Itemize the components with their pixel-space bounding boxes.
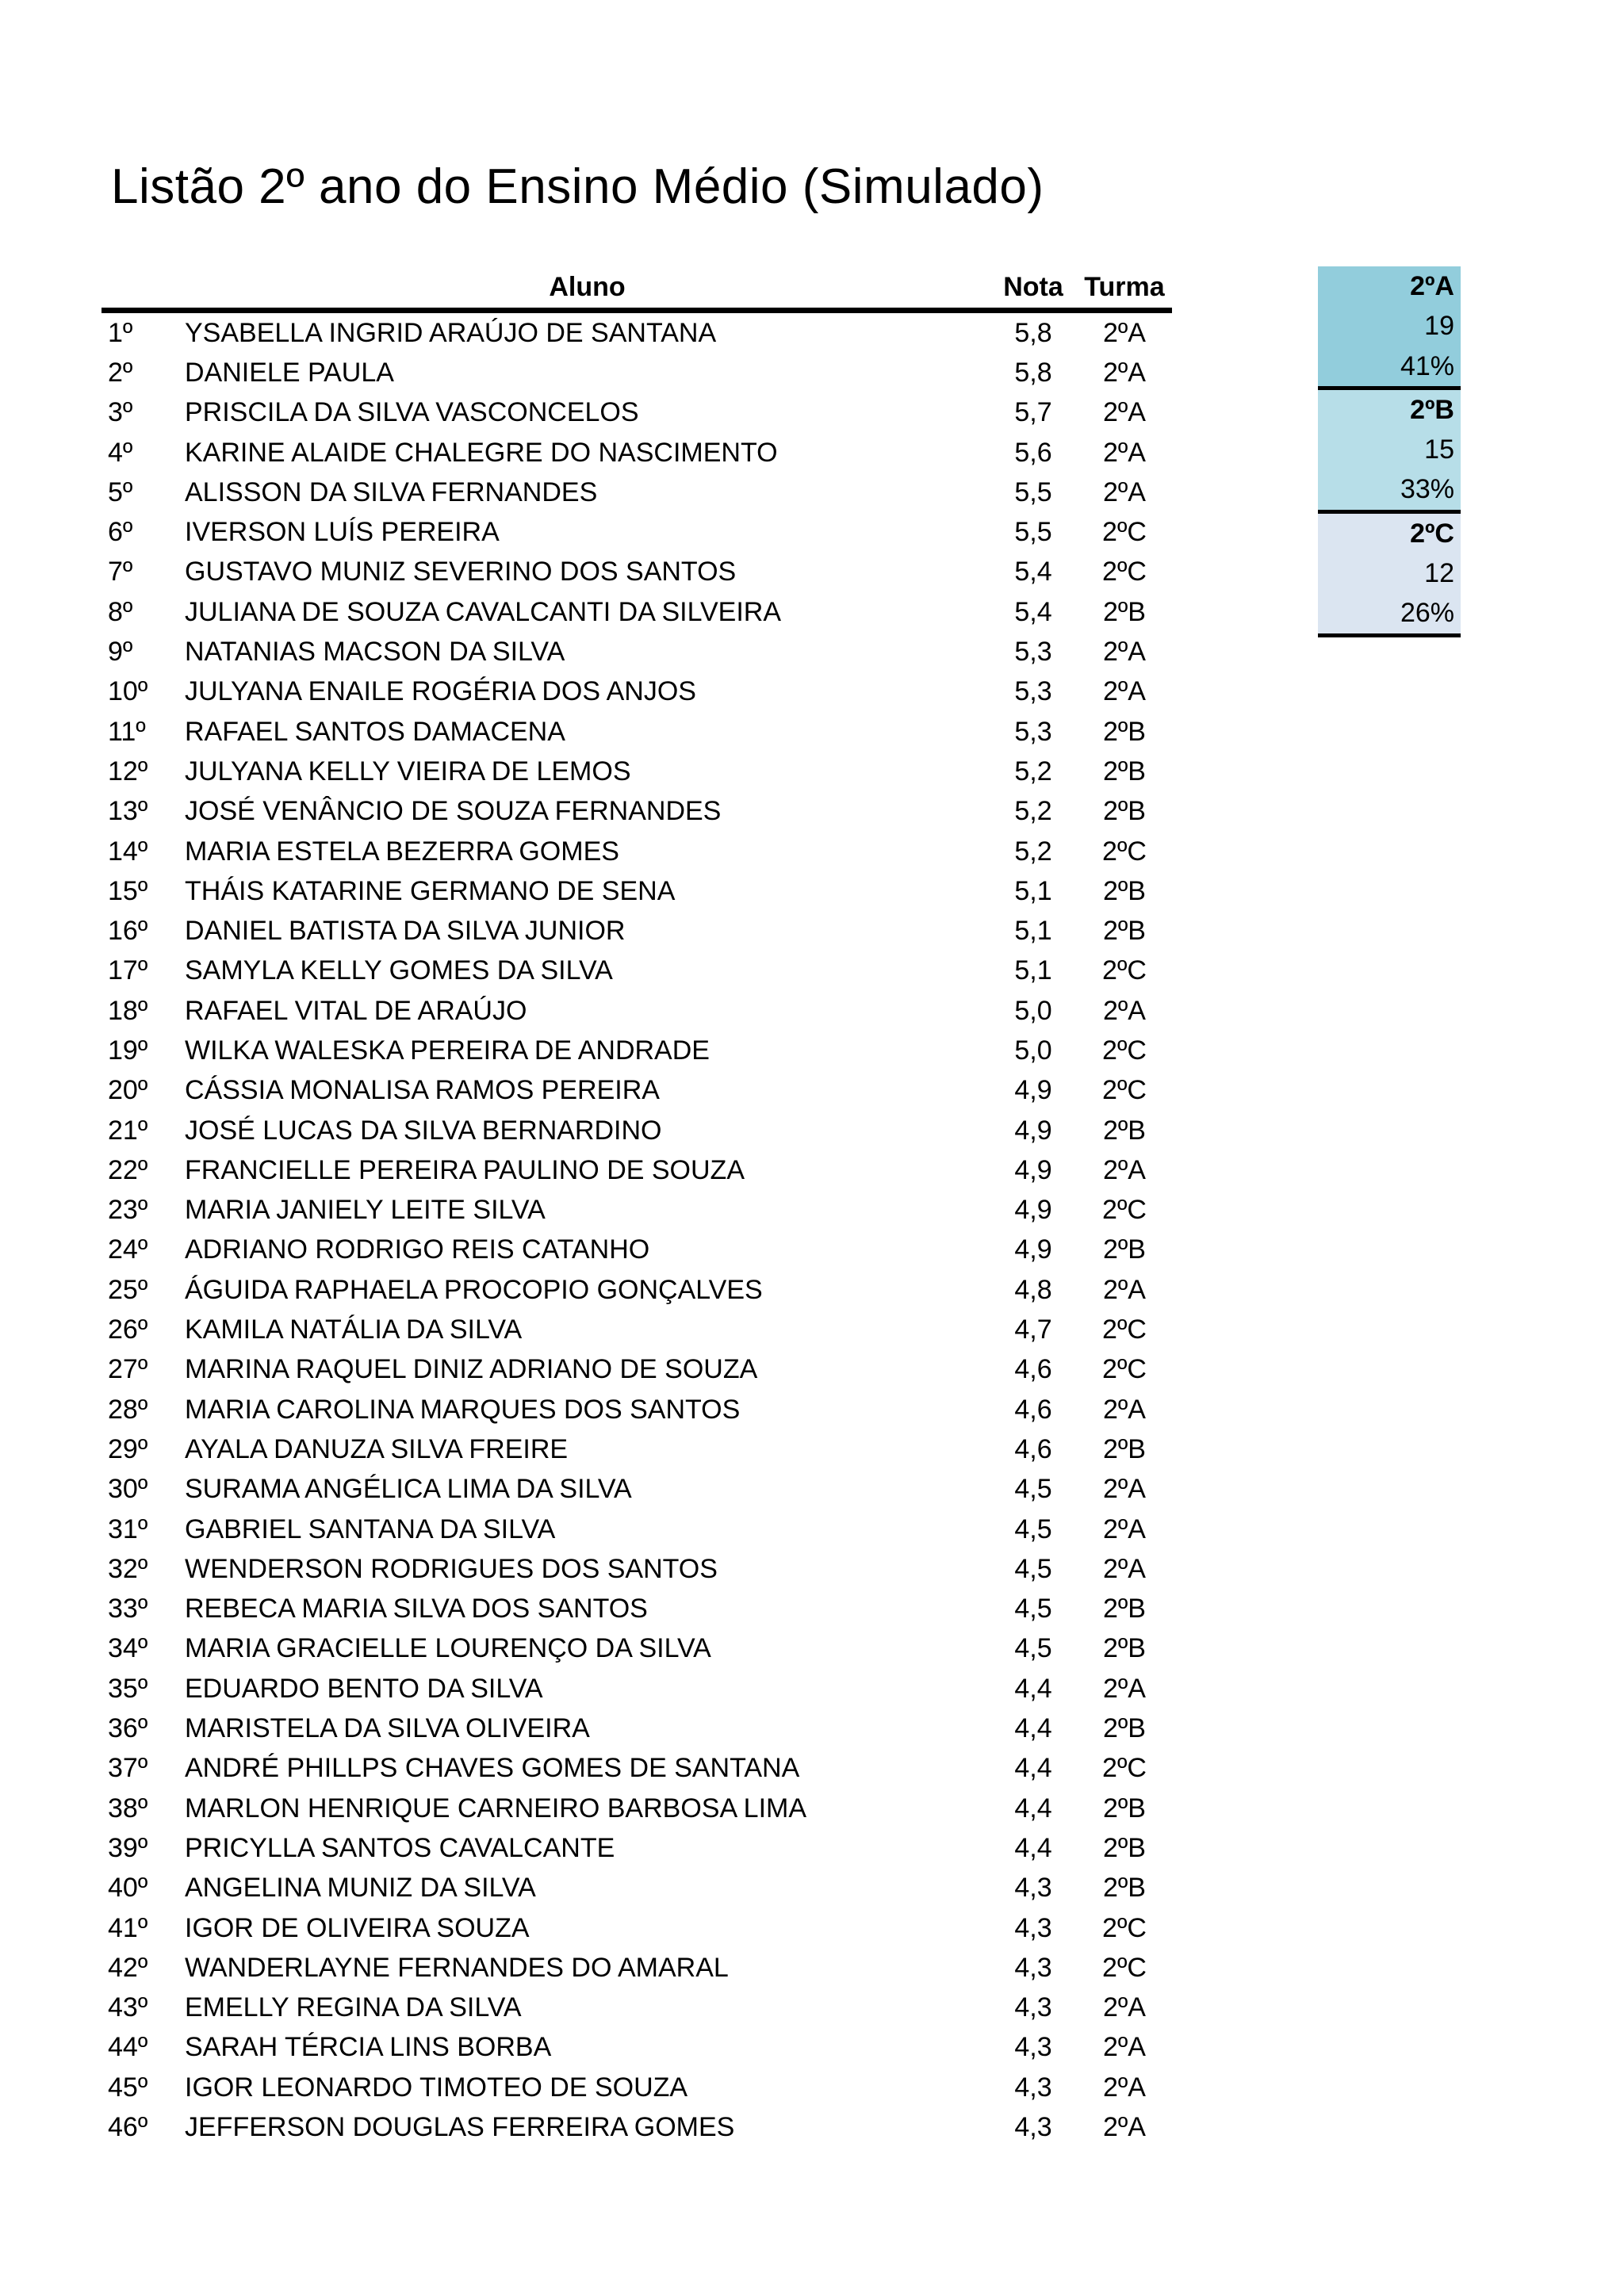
student-grade: 4,3	[1014, 1873, 1052, 1904]
row-position: 33º	[108, 1594, 148, 1624]
table-row	[102, 433, 1172, 473]
table-row	[102, 1549, 1172, 1589]
student-grade: 5,5	[1014, 476, 1052, 507]
student-name: DANIEL BATISTA DA SILVA JUNIOR	[185, 916, 626, 947]
student-name: RAFAEL SANTOS DAMACENA	[185, 716, 565, 747]
student-name: CÁSSIA MONALISA RAMOS PEREIRA	[185, 1075, 660, 1106]
student-name: GUSTAVO MUNIZ SEVERINO DOS SANTOS	[185, 557, 737, 587]
student-name: THÁIS KATARINE GERMANO DE SENA	[185, 875, 676, 906]
row-position: 4º	[108, 437, 133, 468]
student-class: 2ºA	[1102, 317, 1146, 348]
row-position: 9º	[108, 637, 133, 668]
student-grade: 4,9	[1014, 1115, 1052, 1146]
student-grade: 4,6	[1014, 1394, 1052, 1425]
student-class: 2ºA	[1102, 1474, 1146, 1505]
student-class: 2ºA	[1102, 1274, 1146, 1305]
student-grade: 5,1	[1014, 875, 1052, 906]
student-name: JEFFERSON DOUGLAS FERREIRA GOMES	[185, 2112, 735, 2142]
student-class: 2ºB	[1102, 916, 1146, 947]
table-row	[102, 752, 1172, 791]
row-position: 17º	[108, 955, 148, 986]
summary-percent: 26%	[1400, 598, 1454, 629]
student-grade: 4,5	[1014, 1474, 1052, 1505]
student-class: 2ºB	[1102, 1873, 1146, 1904]
student-class: 2ºA	[1102, 1513, 1146, 1544]
student-name: MARIA ESTELA BEZERRA GOMES	[185, 836, 619, 867]
row-position: 42º	[108, 1952, 148, 1983]
table-row	[102, 1191, 1172, 1230]
student-grade: 5,1	[1014, 916, 1052, 947]
table-row	[102, 871, 1172, 911]
student-class: 2ºC	[1102, 1753, 1147, 1784]
student-class: 2ºA	[1102, 397, 1146, 428]
student-name: IVERSON LUÍS PEREIRA	[185, 517, 500, 548]
student-grade: 4,4	[1014, 1753, 1052, 1784]
header-student: Aluno	[185, 266, 990, 311]
student-name: ÁGUIDA RAPHAELA PROCOPIO GONÇALVES	[185, 1274, 763, 1305]
student-grade: 5,8	[1014, 317, 1052, 348]
row-position: 14º	[108, 836, 148, 867]
table-row	[102, 553, 1172, 592]
student-grade: 5,4	[1014, 596, 1052, 627]
student-grade: 5,0	[1014, 1035, 1052, 1066]
table-row	[102, 1470, 1172, 1510]
table-row	[102, 1390, 1172, 1429]
row-position: 26º	[108, 1314, 148, 1345]
table-row	[102, 991, 1172, 1031]
student-class: 2ºA	[1102, 2072, 1146, 2103]
student-name: ANGELINA MUNIZ DA SILVA	[185, 1873, 536, 1904]
table-row	[102, 1350, 1172, 1390]
student-grade: 4,3	[1014, 1952, 1052, 1983]
student-grade: 4,9	[1014, 1234, 1052, 1265]
row-position: 5º	[108, 476, 133, 507]
student-grade: 4,8	[1014, 1274, 1052, 1305]
student-class: 2ºB	[1102, 1832, 1146, 1863]
row-position: 16º	[108, 916, 148, 947]
table-row	[102, 1948, 1172, 1988]
student-grade: 4,3	[1014, 2072, 1052, 2103]
row-position: 37º	[108, 1753, 148, 1784]
row-position: 18º	[108, 995, 148, 1026]
row-position: 24º	[108, 1234, 148, 1265]
student-name: AYALA DANUZA SILVA FREIRE	[185, 1433, 569, 1464]
row-position: 12º	[108, 756, 148, 786]
student-class: 2ºB	[1102, 596, 1146, 627]
student-grade: 4,3	[1014, 1992, 1052, 2023]
summary-block-2a	[1318, 266, 1461, 390]
row-position: 46º	[108, 2112, 148, 2142]
table-row	[102, 951, 1172, 991]
row-position: 27º	[108, 1354, 148, 1385]
table-header-row	[102, 266, 1172, 311]
student-class: 2ºB	[1102, 1793, 1146, 1823]
student-grade: 5,2	[1014, 836, 1052, 867]
summary-count: 12	[1424, 558, 1454, 589]
table-row	[102, 1828, 1172, 1868]
row-position: 15º	[108, 875, 148, 906]
table-row	[102, 512, 1172, 552]
student-name: FRANCIELLE PEREIRA PAULINO DE SOUZA	[185, 1154, 745, 1185]
table-row	[102, 1749, 1172, 1789]
student-name: SARAH TÉRCIA LINS BORBA	[185, 2032, 552, 2063]
student-name: MARIA GRACIELLE LOURENÇO DA SILVA	[185, 1633, 711, 1664]
student-class: 2ºA	[1102, 2112, 1146, 2142]
student-grade: 5,3	[1014, 676, 1052, 707]
table-row	[102, 353, 1172, 392]
student-name: MARINA RAQUEL DINIZ ADRIANO DE SOUZA	[185, 1354, 758, 1385]
student-name: IGOR LEONARDO TIMOTEO DE SOUZA	[185, 2072, 688, 2103]
row-position: 34º	[108, 1633, 148, 1664]
student-grade: 4,5	[1014, 1633, 1052, 1664]
student-name: ALISSON DA SILVA FERNANDES	[185, 476, 598, 507]
student-class: 2ºC	[1102, 1075, 1147, 1106]
row-position: 31º	[108, 1513, 148, 1544]
row-position: 2º	[108, 357, 133, 388]
summary-percent: 41%	[1400, 350, 1454, 381]
student-name: PRISCILA DA SILVA VASCONCELOS	[185, 397, 639, 428]
table-row	[102, 1908, 1172, 1948]
summary-block-2b	[1318, 390, 1461, 514]
table-row	[102, 792, 1172, 832]
student-name: JOSÉ VENÂNCIO DE SOUZA FERNANDES	[185, 796, 722, 827]
row-position: 43º	[108, 1992, 148, 2023]
student-grade: 4,6	[1014, 1433, 1052, 1464]
table-row	[102, 712, 1172, 752]
table-row	[102, 2068, 1172, 2107]
student-name: REBECA MARIA SILVA DOS SANTOS	[185, 1594, 648, 1624]
student-class: 2ºA	[1102, 1154, 1146, 1185]
student-grade: 5,3	[1014, 637, 1052, 668]
table-row	[102, 832, 1172, 871]
student-grade: 5,1	[1014, 955, 1052, 986]
student-class: 2ºB	[1102, 1633, 1146, 1664]
student-class: 2ºA	[1102, 1673, 1146, 1704]
table-row	[102, 1310, 1172, 1349]
row-position: 41º	[108, 1912, 148, 1943]
student-grade: 5,2	[1014, 796, 1052, 827]
student-class: 2ºA	[1102, 1553, 1146, 1584]
student-class: 2ºB	[1102, 756, 1146, 786]
student-class: 2ºC	[1102, 1314, 1147, 1345]
student-name: WANDERLAYNE FERNANDES DO AMARAL	[185, 1952, 729, 1983]
row-position: 44º	[108, 2032, 148, 2063]
student-grade: 5,7	[1014, 397, 1052, 428]
row-position: 40º	[108, 1873, 148, 1904]
student-name: PRICYLLA SANTOS CAVALCANTE	[185, 1832, 615, 1863]
table-row	[102, 1230, 1172, 1270]
header-position	[102, 266, 185, 311]
student-name: ANDRÉ PHILLPS CHAVES GOMES DE SANTANA	[185, 1753, 800, 1784]
student-class: 2ºB	[1102, 716, 1146, 747]
row-position: 20º	[108, 1075, 148, 1106]
student-name: IGOR DE OLIVEIRA SOUZA	[185, 1912, 530, 1943]
student-name: GABRIEL SANTANA DA SILVA	[185, 1513, 556, 1544]
student-class: 2ºC	[1102, 557, 1147, 587]
table-row	[102, 911, 1172, 951]
student-name: MARIA CAROLINA MARQUES DOS SANTOS	[185, 1394, 741, 1425]
row-position: 21º	[108, 1115, 148, 1146]
student-name: MARISTELA DA SILVA OLIVEIRA	[185, 1713, 590, 1744]
student-grade: 4,4	[1014, 1793, 1052, 1823]
student-name: EMELLY REGINA DA SILVA	[185, 1992, 522, 2023]
student-class: 2ºA	[1102, 637, 1146, 668]
student-grade: 4,6	[1014, 1354, 1052, 1385]
student-class: 2ºA	[1102, 1992, 1146, 2023]
row-position: 23º	[108, 1195, 148, 1226]
student-class: 2ºC	[1102, 836, 1147, 867]
student-class: 2ºA	[1102, 995, 1146, 1026]
student-grade: 5,0	[1014, 995, 1052, 1026]
row-position: 7º	[108, 557, 133, 587]
student-grade: 4,3	[1014, 2112, 1052, 2142]
table-row	[102, 2028, 1172, 2068]
row-position: 19º	[108, 1035, 148, 1066]
student-grade: 5,8	[1014, 357, 1052, 388]
table-row	[102, 2107, 1172, 2147]
student-name: YSABELLA INGRID ARAÚJO DE SANTANA	[185, 317, 717, 348]
student-grade: 5,5	[1014, 517, 1052, 548]
row-position: 25º	[108, 1274, 148, 1305]
table-row	[102, 1270, 1172, 1310]
row-position: 28º	[108, 1394, 148, 1425]
student-class: 2ºB	[1102, 1594, 1146, 1624]
student-name: MARIA JANIELY LEITE SILVA	[185, 1195, 546, 1226]
student-grade: 4,7	[1014, 1314, 1052, 1345]
student-grade: 4,4	[1014, 1713, 1052, 1744]
student-class: 2ºC	[1102, 1195, 1147, 1226]
table-row	[102, 1150, 1172, 1190]
row-position: 3º	[108, 397, 133, 428]
student-name: ADRIANO RODRIGO REIS CATANHO	[185, 1234, 650, 1265]
student-class: 2ºA	[1102, 2032, 1146, 2063]
summary-block-2c	[1318, 514, 1461, 637]
student-grade: 4,3	[1014, 2032, 1052, 2063]
table-row	[102, 1590, 1172, 1629]
student-class: 2ºB	[1102, 1234, 1146, 1265]
table-row	[102, 1111, 1172, 1150]
row-position: 35º	[108, 1673, 148, 1704]
table-row	[102, 473, 1172, 512]
student-class: 2ºB	[1102, 1115, 1146, 1146]
student-class: 2ºC	[1102, 1912, 1147, 1943]
student-class: 2ºA	[1102, 1394, 1146, 1425]
student-grade: 5,4	[1014, 557, 1052, 587]
row-position: 13º	[108, 796, 148, 827]
table-row	[102, 1988, 1172, 2027]
table-row	[102, 1709, 1172, 1748]
student-grade: 5,6	[1014, 437, 1052, 468]
student-name: JULIANA DE SOUZA CAVALCANTI DA SILVEIRA	[185, 596, 782, 627]
row-position: 29º	[108, 1433, 148, 1464]
summary-count: 15	[1424, 434, 1454, 465]
row-position: 38º	[108, 1793, 148, 1823]
student-class: 2ºB	[1102, 875, 1146, 906]
table-row	[102, 1869, 1172, 1908]
student-grade: 4,5	[1014, 1594, 1052, 1624]
student-class: 2ºA	[1102, 676, 1146, 707]
student-name: WILKA WALESKA PEREIRA DE ANDRADE	[185, 1035, 710, 1066]
table-row	[102, 1789, 1172, 1828]
page-title: Listão 2º ano do Ensino Médio (Simulado)	[111, 159, 1044, 214]
student-name: RAFAEL VITAL DE ARAÚJO	[185, 995, 527, 1026]
student-name: KARINE ALAIDE CHALEGRE DO NASCIMENTO	[185, 437, 778, 468]
table-row	[102, 632, 1172, 672]
student-class: 2ºA	[1102, 357, 1146, 388]
student-name: SURAMA ANGÉLICA LIMA DA SILVA	[185, 1474, 632, 1505]
table-row	[102, 1669, 1172, 1709]
row-position: 8º	[108, 596, 133, 627]
student-class: 2ºC	[1102, 955, 1147, 986]
student-name: DANIELE PAULA	[185, 357, 394, 388]
student-class: 2ºC	[1102, 1952, 1147, 1983]
row-position: 36º	[108, 1713, 148, 1744]
header-grade: Nota	[990, 266, 1077, 311]
student-grade: 4,9	[1014, 1195, 1052, 1226]
row-position: 22º	[108, 1154, 148, 1185]
student-name: NATANIAS MACSON DA SILVA	[185, 637, 565, 668]
table-row	[102, 1031, 1172, 1070]
row-position: 6º	[108, 517, 133, 548]
student-grade: 4,9	[1014, 1075, 1052, 1106]
student-name: KAMILA NATÁLIA DA SILVA	[185, 1314, 523, 1345]
student-name: SAMYLA KELLY GOMES DA SILVA	[185, 955, 613, 986]
student-name: MARLON HENRIQUE CARNEIRO BARBOSA LIMA	[185, 1793, 807, 1823]
student-class: 2ºC	[1102, 1354, 1147, 1385]
ranking-table	[102, 266, 1172, 2148]
row-position: 1º	[108, 317, 133, 348]
student-grade: 4,4	[1014, 1832, 1052, 1863]
table-row	[102, 311, 1172, 354]
header-class: Turma	[1077, 266, 1172, 311]
student-class: 2ºA	[1102, 476, 1146, 507]
row-position: 10º	[108, 676, 148, 707]
student-class: 2ºB	[1102, 796, 1146, 827]
student-name: EDUARDO BENTO DA SILVA	[185, 1673, 543, 1704]
student-grade: 4,9	[1014, 1154, 1052, 1185]
table-row	[102, 393, 1172, 433]
summary-count: 19	[1424, 311, 1454, 342]
row-position: 30º	[108, 1474, 148, 1505]
student-grade: 4,5	[1014, 1513, 1052, 1544]
student-class: 2ºC	[1102, 1035, 1147, 1066]
row-position: 11º	[108, 716, 146, 747]
student-name: WENDERSON RODRIGUES DOS SANTOS	[185, 1553, 718, 1584]
student-name: JULYANA ENAILE ROGÉRIA DOS ANJOS	[185, 676, 696, 707]
table-row	[102, 1510, 1172, 1549]
table-row	[102, 1071, 1172, 1111]
student-class: 2ºA	[1102, 437, 1146, 468]
student-class: 2ºC	[1102, 517, 1147, 548]
summary-class-label: 2ºA	[1410, 271, 1454, 301]
student-name: JULYANA KELLY VIEIRA DE LEMOS	[185, 756, 631, 786]
summary-class-label: 2ºC	[1410, 518, 1454, 549]
student-grade: 4,3	[1014, 1912, 1052, 1943]
class-summary	[1318, 266, 1461, 637]
table-row	[102, 1429, 1172, 1469]
table-row	[102, 672, 1172, 712]
table-row	[102, 1629, 1172, 1669]
row-position: 32º	[108, 1553, 148, 1584]
student-grade: 5,2	[1014, 756, 1052, 786]
student-class: 2ºB	[1102, 1433, 1146, 1464]
summary-percent: 33%	[1400, 474, 1454, 505]
student-class: 2ºB	[1102, 1713, 1146, 1744]
student-grade: 4,4	[1014, 1673, 1052, 1704]
student-grade: 5,3	[1014, 716, 1052, 747]
student-name: JOSÉ LUCAS DA SILVA BERNARDINO	[185, 1115, 662, 1146]
summary-class-label: 2ºB	[1410, 394, 1454, 425]
student-grade: 4,5	[1014, 1553, 1052, 1584]
table-row	[102, 592, 1172, 632]
row-position: 39º	[108, 1832, 148, 1863]
row-position: 45º	[108, 2072, 148, 2103]
